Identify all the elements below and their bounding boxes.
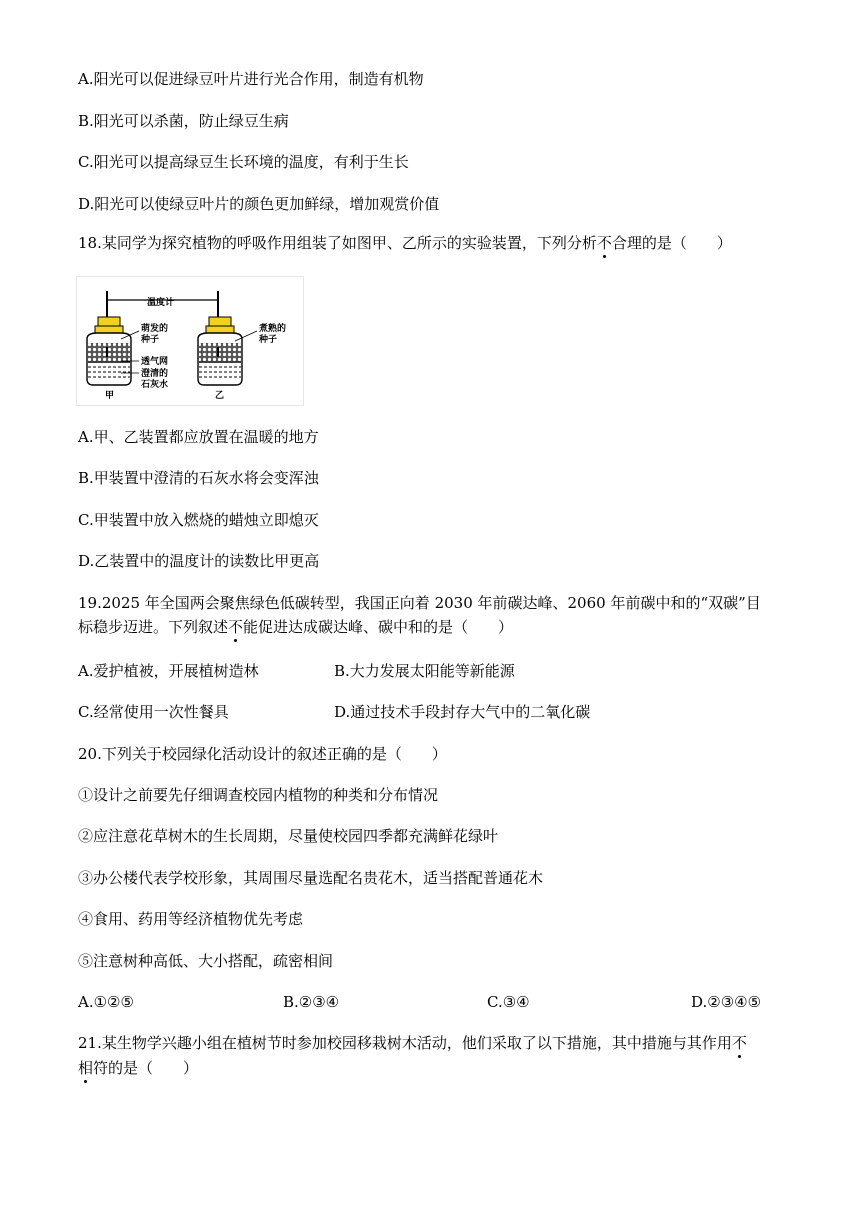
q17-option-d: D.阳光可以使绿豆叶片的颜色更加鲜绿，增加观赏价值 bbox=[78, 195, 440, 213]
q20-option-b: B.②③④ bbox=[283, 993, 340, 1011]
q20-item-2: ②应注意花草树木的生长周期，尽量使校园四季都充满鲜花绿叶 bbox=[78, 827, 499, 845]
q21-emphasis-mark-1: 不 bbox=[731, 1034, 747, 1052]
jar-b bbox=[198, 317, 242, 385]
q21-stem-post: 符的是（ ） bbox=[93, 1059, 199, 1077]
apparatus-diagram bbox=[77, 277, 303, 405]
q20-option-d: D.②③④⑤ bbox=[691, 993, 762, 1011]
q18-option-b: B.甲装置中澄清的石灰水将会变浑浊 bbox=[78, 469, 319, 487]
q20-item-1: ①设计之前要先仔细调查校园内植物的种类和分布情况 bbox=[78, 786, 439, 804]
q20-stem: 20.下列关于校园绿化活动设计的叙述正确的是（ ） bbox=[78, 745, 447, 763]
jar-a bbox=[87, 317, 131, 385]
cooked-seeds-label-1: 煮熟的 bbox=[259, 324, 287, 334]
q18-stem bbox=[78, 233, 732, 253]
q17-option-b: B.阳光可以杀菌，防止绿豆生病 bbox=[78, 112, 289, 130]
q19-option-c: C.经常使用一次性餐具 bbox=[78, 703, 229, 721]
q18-option-c: C.甲装置中放入燃烧的蜡烛立即熄灭 bbox=[78, 511, 319, 529]
q18-stem-pre: 18.某同学为探究植物的呼吸作用组装了如图甲、乙所示的实验装置，下列分析 bbox=[78, 234, 597, 252]
germinating-seeds-label-2: 种子 bbox=[141, 335, 160, 345]
q20-option-c: C.③④ bbox=[487, 993, 530, 1011]
q17-option-c: C.阳光可以提高绿豆生长环境的温度，有利于生长 bbox=[78, 153, 409, 171]
q19-stem-line1: 19.2025 年全国两会聚焦绿色低碳转型，我国正向着 2030 年前碳达峰、2060 年前碳中和的“双碳”目 bbox=[78, 594, 761, 612]
q18-stem-post: 合理的是（ ） bbox=[611, 234, 732, 252]
q19-stem-pre: 标稳步迈进。下列叙述 bbox=[78, 618, 229, 636]
q20-item-5: ⑤注意树种高低、大小搭配，疏密相间 bbox=[78, 952, 334, 970]
cooked-seeds-label-2: 种子 bbox=[259, 335, 278, 345]
q20-item-3: ③办公楼代表学校形象，其周围尽量选配名贵花木，适当搭配普通花木 bbox=[78, 869, 544, 887]
respiration-experiment-figure bbox=[76, 276, 304, 406]
q21-emphasis-mark-2: 相 bbox=[78, 1059, 94, 1077]
q19-option-a: A.爱护植被，开展植树造林 bbox=[78, 662, 259, 680]
q21-stem-pre: 21.某生物学兴趣小组在植树节时参加校园移栽树木活动，他们采取了以下措施，其中措施与其作用 bbox=[78, 1034, 732, 1052]
jar-b-label: 乙 bbox=[215, 391, 225, 401]
q20-option-a: A.①②⑤ bbox=[78, 993, 134, 1011]
q19-emphasis-mark: 不 bbox=[228, 618, 244, 636]
q19-option-b: B.大力发展太阳能等新能源 bbox=[334, 662, 515, 680]
mesh-label: 透气网 bbox=[141, 357, 169, 367]
q17-option-a: A.阳光可以促进绿豆叶片进行光合作用，制造有机物 bbox=[78, 70, 424, 88]
q19-option-d: D.通过技术手段封存大气中的二氧化碳 bbox=[334, 703, 591, 721]
germinating-seeds-label-1: 萌发的 bbox=[141, 324, 169, 334]
thermometer-label: 温度计 bbox=[147, 298, 175, 308]
q18-option-a: A.甲、乙装置都应放置在温暖的地方 bbox=[78, 428, 319, 446]
q21-stem-line1 bbox=[78, 1033, 747, 1053]
q20-item-4: ④食用、药用等经济植物优先考虑 bbox=[78, 910, 304, 928]
q18-option-d: D.乙装置中的温度计的读数比甲更高 bbox=[78, 552, 320, 570]
limewater-label-1: 澄清的 bbox=[141, 369, 169, 379]
limewater-label-2: 石灰水 bbox=[141, 380, 169, 390]
q19-stem-post: 能促进达成碳达峰、碳中和的是（ ） bbox=[243, 618, 514, 636]
jar-a-label: 甲 bbox=[105, 391, 115, 401]
q18-emphasis-mark: 不 bbox=[596, 234, 612, 252]
q21-stem-line2 bbox=[78, 1058, 198, 1078]
q19-stem-line2 bbox=[78, 617, 513, 637]
